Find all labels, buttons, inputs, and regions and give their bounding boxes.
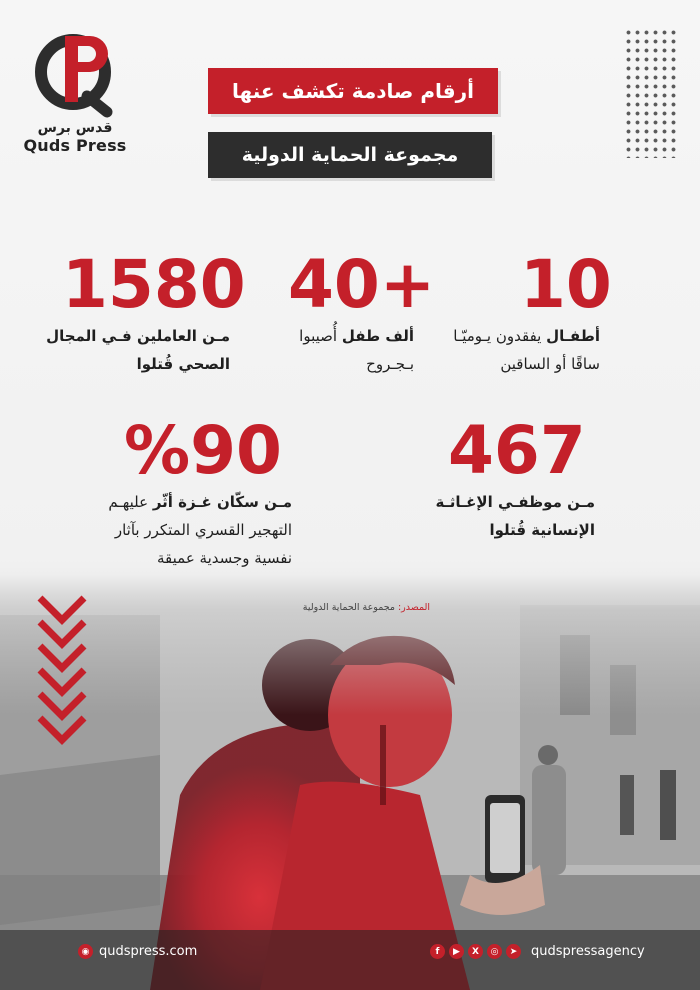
youtube-icon[interactable]: ▶	[449, 944, 464, 959]
stat-text-rest: يفقدون يـوميّـا	[453, 327, 542, 345]
quds-press-logo-icon	[29, 26, 121, 118]
stat-text-bold: ألف طفل	[341, 327, 414, 345]
stat-text-bold: مـن العاملين فـي المجال	[46, 327, 230, 345]
stat-value-health-workers: 1580	[62, 246, 246, 323]
stat-text-children-amputations	[440, 322, 600, 378]
footer-social	[430, 944, 645, 959]
stat-text-bold: مـن سكّان غـزة أثّر	[152, 493, 292, 511]
stat-text-line2: الصحي قُتلوا	[136, 355, 230, 373]
globe-icon: ◉	[78, 944, 93, 959]
stat-value-aid-workers: 467	[448, 412, 586, 489]
brand-name-english: Quds Press	[23, 136, 127, 155]
telegram-icon[interactable]: ➤	[506, 944, 521, 959]
brand-name-arabic: قدس برس	[37, 120, 113, 136]
instagram-icon[interactable]: ◎	[487, 944, 502, 959]
website-link[interactable]: qudspress.com	[99, 944, 198, 959]
stat-text-line2: الإنسانية قُتلوا	[489, 521, 595, 539]
photo-injured-child	[0, 575, 700, 990]
stat-text-line3: نفسية وجسدية عميقة	[156, 549, 292, 567]
stat-text-bold: أطفـال	[546, 327, 600, 345]
stat-text-displaced-population	[60, 488, 292, 572]
stat-text-children-injured	[250, 322, 414, 378]
stat-value-displaced-population: %90	[124, 412, 282, 489]
stat-text-bold: مـن موظفـي الإغـاثـة	[435, 493, 595, 511]
x-icon[interactable]: X	[468, 944, 483, 959]
stat-text-rest: أُصيبوا بـجـروح	[299, 327, 414, 373]
brand-logo	[20, 26, 130, 155]
stat-text-line2: ساقًا أو الساقين	[500, 355, 600, 373]
chevron-down-icon	[36, 592, 88, 762]
stat-text-aid-workers	[405, 488, 595, 544]
social-handle[interactable]: qudspressagency	[531, 944, 645, 959]
title-banner-line1: أرقام صادمة تكشف عنها	[208, 68, 498, 114]
stat-text-health-workers	[40, 322, 230, 378]
facebook-icon[interactable]: f	[430, 944, 445, 959]
source-label: المصدر:	[397, 602, 430, 613]
stat-value-children-amputations: 10	[520, 246, 612, 323]
title-banner-line2: مجموعة الحماية الدولية	[208, 132, 492, 178]
stat-value-children-injured: 40+	[288, 246, 436, 323]
source-value: مجموعة الحماية الدولية	[302, 602, 395, 613]
stat-text-line2: التهجير القسري المتكرر بآثار	[114, 521, 292, 539]
dot-grid-decoration	[624, 28, 676, 158]
stat-text-rest: عليهـم	[108, 493, 149, 511]
footer-website[interactable]	[78, 944, 197, 959]
source-credit	[280, 602, 430, 613]
